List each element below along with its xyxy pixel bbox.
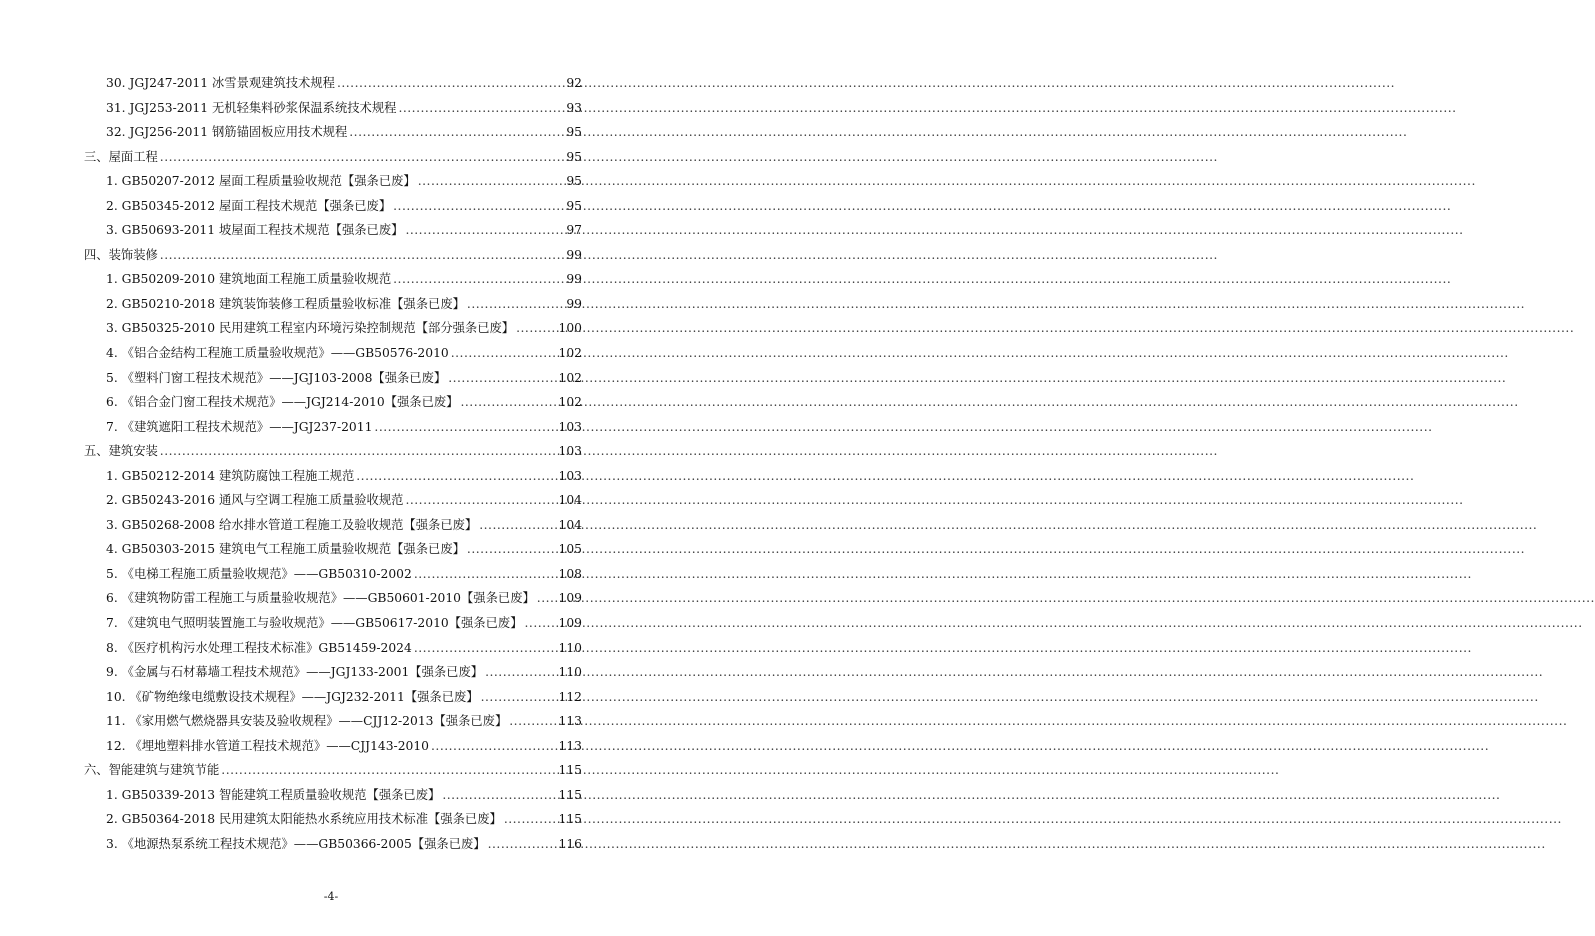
dot-leader [393, 194, 564, 219]
toc-entry-title: 五、建筑安装 [84, 444, 158, 459]
toc-section-heading[interactable] [84, 758, 582, 783]
toc-entry-title: 三、屋面工程 [84, 149, 158, 164]
dot-leader [451, 341, 557, 366]
toc-entry-page: 113 [558, 714, 582, 729]
dot-leader [537, 586, 557, 611]
toc-entry[interactable] [84, 96, 582, 121]
toc-entry[interactable] [84, 685, 582, 710]
toc-section-heading[interactable] [84, 439, 582, 464]
toc-entry-title: 3. GB50325-2010 民用建筑工程室内环境污染控制规范【部分强条已废】 [106, 321, 515, 336]
toc-entry-title: 7. 《建筑电气照明装置施工与验收规范》——GB50617-2010【强条已废】 [106, 616, 523, 631]
toc-entry-page: 115 [558, 763, 582, 778]
toc-entry-page: 102 [558, 346, 582, 361]
toc-entry-title: 5. 《塑料门窗工程技术规范》——JGJ103-2008【强条已废】 [106, 370, 447, 385]
toc-entry-title: 2. GB50345-2012 屋面工程技术规范【强条已废】 [106, 198, 392, 213]
toc-entry-page: 103 [558, 468, 582, 483]
toc-entry-page: 102 [558, 370, 582, 385]
toc-entry[interactable] [84, 390, 582, 415]
dot-leader [160, 439, 557, 464]
toc-section-heading[interactable] [84, 243, 582, 268]
toc-entry-title: 4. 《铝合金结构工程施工质量验收规范》——GB50576-2010 [106, 346, 449, 361]
toc-entry[interactable] [84, 537, 582, 562]
toc-entry-page: 95 [566, 174, 582, 189]
dot-leader [374, 415, 556, 440]
toc-entry-title: 3. GB50268-2008 给水排水管道工程施工及验收规范【强条已废】 [106, 517, 478, 532]
toc-entry[interactable] [84, 120, 582, 145]
toc-entry[interactable] [84, 366, 582, 391]
toc-entry[interactable] [84, 562, 582, 587]
toc-entry[interactable] [84, 636, 582, 661]
toc-entry-page: 116 [558, 836, 582, 851]
dot-leader [349, 120, 564, 145]
toc-entry[interactable] [84, 341, 582, 366]
toc-entry-title: 8. 《医疗机构污水处理工程技术标准》GB51459-2024 [106, 640, 412, 655]
toc-entry[interactable] [84, 464, 582, 489]
toc-entry-page: 99 [566, 272, 582, 287]
toc-entry-title: 6. 《铝合金门窗工程技术规范》——JGJ214-2010【强条已废】 [106, 395, 459, 410]
toc-entry-page: 112 [558, 689, 582, 704]
toc-entry-title: 2. GB50210-2018 建筑装饰装修工程质量验收标准【强条已废】 [106, 296, 465, 311]
toc-entry-title: 1. GB50207-2012 屋面工程质量验收规范【强条已废】 [106, 174, 416, 189]
dot-leader [418, 169, 565, 194]
dot-leader [481, 685, 557, 710]
toc-entry-title: 30. JGJ247-2011 冰雪景观建筑技术规程 [106, 76, 335, 90]
toc-entry-title: 2. GB50243-2016 通风与空调工程施工质量验收规范 [106, 493, 404, 508]
toc-entry-page: 97 [566, 223, 582, 238]
toc-entry[interactable] [84, 169, 582, 194]
dot-leader [356, 464, 556, 489]
toc-entry-page: 115 [558, 812, 582, 827]
toc-entry[interactable] [84, 316, 582, 341]
dot-leader [405, 488, 556, 513]
page-number: -4- [323, 890, 339, 903]
dot-leader [485, 660, 556, 685]
toc-entry[interactable] [84, 71, 582, 96]
toc-entry-title: 1. GB50212-2014 建筑防腐蚀工程施工规范 [106, 468, 355, 483]
toc-entry-page: 104 [558, 493, 582, 508]
toc-entry-title: 10. 《矿物绝缘电缆敷设技术规程》——JGJ232-2011【强条已废】 [106, 689, 479, 704]
toc-entry-title: 5. 《电梯工程施工质量验收规范》——GB50310-2002 [106, 566, 412, 581]
toc-entry-page: 104 [558, 517, 582, 532]
toc-entry[interactable] [84, 586, 582, 611]
toc-entry[interactable] [84, 709, 582, 734]
toc-entry-page: 110 [558, 640, 582, 655]
toc-entry-title: 四、装饰装修 [84, 247, 158, 262]
dot-leader [467, 537, 557, 562]
toc-entry[interactable] [84, 783, 582, 808]
toc-entry[interactable] [84, 218, 582, 243]
dot-leader [442, 783, 556, 808]
toc-section-heading[interactable] [84, 145, 582, 170]
dot-leader [398, 96, 564, 121]
toc-entry-page: 109 [558, 616, 582, 631]
toc-entry[interactable] [84, 415, 582, 440]
dot-leader [405, 218, 564, 243]
toc-entry-title: 1. GB50339-2013 智能建筑工程质量验收规范【强条已废】 [106, 787, 441, 802]
dot-leader [160, 145, 565, 170]
toc-entry[interactable] [84, 832, 582, 857]
toc-entry-title: 3. 《地源热泵系统工程技术规范》——GB50366-2005【强条已废】 [106, 836, 486, 851]
dot-leader [479, 513, 556, 538]
dot-leader [431, 734, 557, 759]
toc-entry-title: 6. 《建筑物防雷工程施工与质量验收规范》——GB50601-2010【强条已废】 [106, 591, 535, 606]
toc-entry-page: 109 [558, 591, 582, 606]
toc-entry[interactable] [84, 807, 582, 832]
dot-leader [160, 243, 565, 268]
toc-entry[interactable] [84, 660, 582, 685]
toc-entry-page: 105 [558, 542, 582, 557]
toc-entry[interactable] [84, 267, 582, 292]
toc-entry[interactable] [84, 513, 582, 538]
toc-entry-page: 115 [558, 787, 582, 802]
toc-entry-page: 108 [558, 566, 582, 581]
dot-leader [414, 636, 557, 661]
toc-entry[interactable] [84, 488, 582, 513]
dot-leader [393, 267, 564, 292]
toc-entry-page: 103 [558, 444, 582, 459]
toc-entry-page: 110 [558, 665, 582, 680]
toc-entry-page: 93 [566, 100, 582, 115]
toc-entry-page: 113 [558, 738, 582, 753]
dot-leader [448, 366, 556, 391]
toc-entry-title: 六、智能建筑与建筑节能 [84, 763, 220, 778]
dot-leader [509, 709, 556, 734]
toc-entry-page: 92 [566, 76, 582, 90]
dot-leader [221, 758, 556, 783]
toc-entry-page: 95 [566, 125, 582, 140]
toc-entry-title: 3. GB50693-2011 坡屋面工程技术规范【强条已废】 [106, 223, 404, 238]
dot-leader [414, 562, 557, 587]
dot-leader [460, 390, 556, 415]
toc-entry-title: 31. JGJ253-2011 无机轻集料砂浆保温系统技术规程 [106, 100, 397, 115]
toc-entry-title: 2. GB50364-2018 民用建筑太阳能热水系统应用技术标准【强条已废】 [106, 812, 502, 827]
dot-leader [516, 316, 556, 341]
dot-leader [504, 807, 557, 832]
toc-entry-title: 12. 《埋地塑料排水管道工程技术规范》——CJJ143-2010 [106, 738, 429, 753]
toc-entry-title: 4. GB50303-2015 建筑电气工程施工质量验收规范【强条已废】 [106, 542, 465, 557]
toc-entry-page: 95 [566, 198, 582, 213]
dot-leader [488, 832, 557, 857]
toc-entry[interactable] [84, 611, 582, 636]
toc-entry-page: 99 [566, 247, 582, 262]
toc-entry-title: 32. JGJ256-2011 钢筋锚固板应用技术规程 [106, 125, 348, 140]
toc-entry-page: 100 [558, 321, 582, 336]
toc-entry[interactable] [84, 194, 582, 219]
table-of-contents [84, 71, 582, 857]
toc-entry-title: 9. 《金属与石材幕墙工程技术规范》——JGJ133-2001【强条已废】 [106, 665, 484, 680]
dot-leader [525, 611, 557, 636]
toc-entry-page: 95 [566, 149, 582, 164]
toc-entry-title: 11. 《家用燃气燃烧器具安装及验收规程》——CJJ12-2013【强条已废】 [106, 714, 508, 729]
dot-leader [337, 71, 564, 96]
toc-entry-title: 7. 《建筑遮阳工程技术规范》——JGJ237-2011 [106, 419, 373, 434]
toc-entry-page: 103 [558, 419, 582, 434]
toc-entry-page: 99 [566, 296, 582, 311]
toc-entry[interactable] [84, 292, 582, 317]
toc-entry-page: 102 [558, 395, 582, 410]
toc-entry-title: 1. GB50209-2010 建筑地面工程施工质量验收规范 [106, 272, 392, 287]
toc-entry[interactable] [84, 734, 582, 759]
dot-leader [467, 292, 564, 317]
